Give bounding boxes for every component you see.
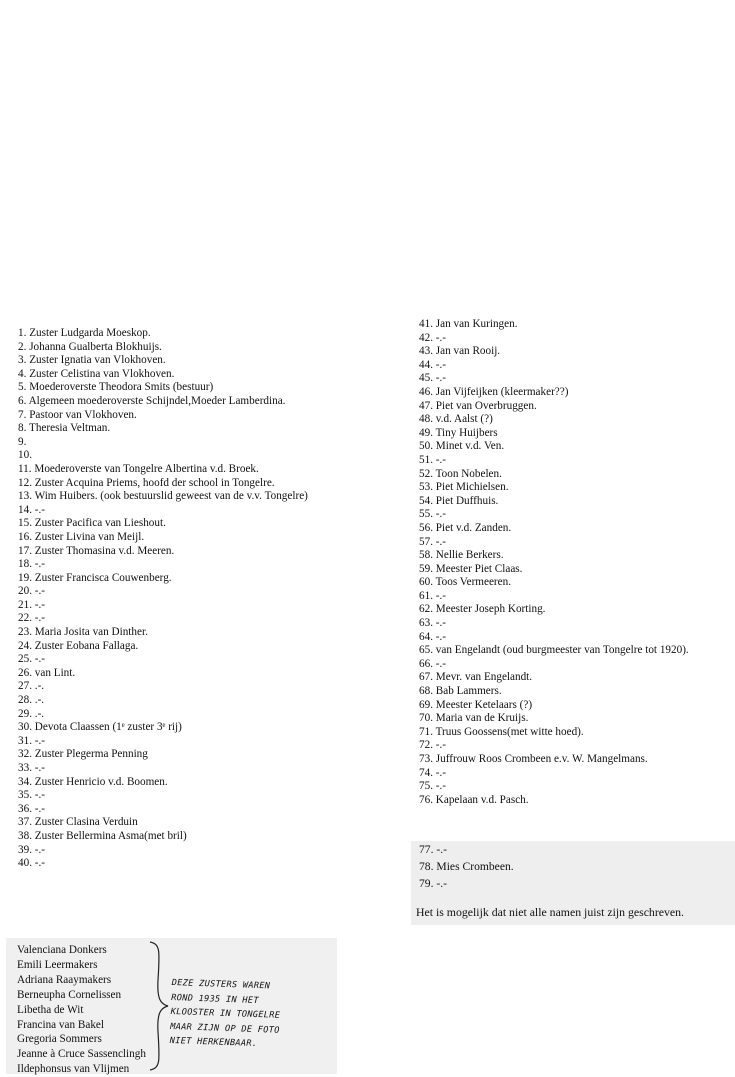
name-entry: 9. bbox=[18, 435, 27, 448]
name-entry: 19. Zuster Francisca Couwenberg. bbox=[18, 571, 172, 584]
name-entry: 50. Minet v.d. Ven. bbox=[419, 440, 505, 453]
name-entry: 75. -.- bbox=[419, 780, 447, 793]
names-list-left bbox=[18, 327, 398, 871]
name-entry: 60. Toos Vermeeren. bbox=[419, 576, 512, 589]
sister-name: Ildephonsus van Vlijmen bbox=[17, 1063, 130, 1076]
name-entry: 79. -.- bbox=[419, 877, 448, 890]
name-entry: 10. bbox=[18, 449, 32, 462]
name-entry: 4. Zuster Celistina van Vlokhoven. bbox=[18, 367, 175, 380]
name-entry: 55. -.- bbox=[419, 508, 447, 521]
name-entry: 71. Truus Goossens(met witte hoed). bbox=[419, 725, 584, 738]
note-line: DEZE ZUSTERS WAREN bbox=[171, 977, 271, 992]
name-entry: 67. Mevr. van Engelandt. bbox=[419, 671, 533, 684]
name-entry: 40. -.- bbox=[18, 857, 46, 870]
name-entry: 68. Bab Lammers. bbox=[419, 685, 502, 698]
name-entry: 45. -.- bbox=[419, 372, 447, 385]
name-entry: 51. -.- bbox=[419, 453, 447, 466]
name-entry: 34. Zuster Henricio v.d. Boomen. bbox=[18, 775, 168, 788]
name-entry: 23. Maria Josita van Dinther. bbox=[18, 626, 148, 639]
name-entry: 76. Kapelaan v.d. Pasch. bbox=[419, 793, 529, 806]
name-entry: 1. Zuster Ludgarda Moeskop. bbox=[18, 327, 151, 339]
sister-name: Valenciana Donkers bbox=[17, 944, 107, 956]
note-line: ROND 1935 IN HET bbox=[171, 992, 259, 1006]
name-entry: 69. Meester Ketelaars (?) bbox=[419, 698, 533, 711]
name-entry: 26. van Lint. bbox=[18, 666, 76, 679]
name-entry: 31. -.- bbox=[18, 734, 46, 747]
name-entry: 39. -.- bbox=[18, 843, 46, 856]
name-entry: 42. -.- bbox=[419, 331, 447, 344]
name-entry: 24. Zuster Eobana Fallaga. bbox=[18, 639, 139, 652]
name-entry: 47. Piet van Overbruggen. bbox=[419, 399, 537, 412]
name-entry: 43. Jan van Rooij. bbox=[419, 345, 501, 358]
name-entry: 65. van Engelandt (oud burgmeester van Tongelre tot 1920). bbox=[419, 644, 689, 657]
name-entry: 5. Moederoverste Theodora Smits (bestuur) bbox=[18, 381, 214, 394]
name-entry: 21. -.- bbox=[18, 598, 46, 611]
name-entry: 15. Zuster Pacifica van Lieshout. bbox=[18, 517, 166, 530]
name-entry: 12. Zuster Acquina Priems, hoofd der school in Tongelre. bbox=[18, 476, 275, 489]
names-list-right bbox=[419, 318, 735, 807]
handwritten-note bbox=[169, 976, 341, 1055]
name-entry: 8. Theresia Veltman. bbox=[18, 422, 111, 435]
name-entry: 48. v.d. Aalst (?) bbox=[419, 413, 493, 426]
name-entry: 13. Wim Huibers. (ook bestuurslid geweest van de v.v. Tongelre) bbox=[18, 490, 308, 503]
name-entry: 2. Johanna Gualberta Blokhuijs. bbox=[18, 340, 162, 353]
name-entry: 22. -.- bbox=[18, 612, 46, 625]
name-entry: 18. -.- bbox=[18, 558, 46, 571]
name-entry: 63. -.- bbox=[419, 617, 447, 630]
name-entry: 61. -.- bbox=[419, 589, 447, 602]
name-entry: 59. Meester Piet Claas. bbox=[419, 562, 523, 575]
name-entry: 57. -.- bbox=[419, 535, 447, 548]
name-entry: 38. Zuster Bellermina Asma(met bril) bbox=[18, 829, 187, 842]
name-entry: 41. Jan van Kuringen. bbox=[419, 318, 518, 330]
name-entry: 27. .-. bbox=[18, 680, 45, 693]
note-line: KLOOSTER IN TONGELRE bbox=[170, 1007, 281, 1021]
name-entry: 20. -.- bbox=[18, 585, 46, 598]
name-entry: 64. -.- bbox=[419, 630, 447, 643]
name-entry: 53. Piet Michielsen. bbox=[419, 481, 509, 494]
note-line: MAAR ZIJN OP DE FOTO bbox=[170, 1021, 280, 1036]
name-entry: 44. -.- bbox=[419, 358, 447, 371]
name-entry: 29. .-. bbox=[18, 707, 45, 720]
sister-name: Libetha de Wit bbox=[17, 1003, 84, 1016]
name-entry: 54. Piet Duffhuis. bbox=[419, 494, 499, 507]
name-entry: 62. Meester Joseph Korting. bbox=[419, 603, 546, 616]
name-entry: 28. .-. bbox=[18, 694, 45, 707]
curly-brace bbox=[148, 940, 172, 1072]
group-photo-sketch bbox=[0, 0, 735, 300]
name-entry: 70. Maria van de Kruijs. bbox=[419, 712, 529, 725]
name-entry: 30. Devota Claassen (1ᵉ zuster 3ᵉ rij) bbox=[18, 721, 182, 734]
name-entry: 25. -.- bbox=[18, 653, 46, 666]
name-entry: 46. Jan Vijfeijken (kleermaker??) bbox=[419, 385, 569, 398]
sister-name: Berneupha Cornelissen bbox=[17, 988, 122, 1001]
name-entry: 35. -.- bbox=[18, 789, 46, 802]
name-entry: 14. -.- bbox=[18, 503, 46, 516]
name-entry: 6. Algemeen moederoverste Schijndel,Moeder Lamberdina. bbox=[18, 394, 286, 407]
name-entry: 7. Pastoor van Vlokhoven. bbox=[18, 408, 137, 421]
name-entry: 32. Zuster Plegerma Penning bbox=[18, 748, 148, 761]
name-entry: 16. Zuster Livina van Meijl. bbox=[18, 530, 145, 543]
sister-name: Jeanne à Cruce Sassenclingh bbox=[17, 1048, 146, 1061]
name-entry: 33. -.- bbox=[18, 762, 46, 774]
note-line: NIET HERKENBAAR. bbox=[169, 1036, 258, 1050]
name-entry: 37. Zuster Clasina Verduin bbox=[18, 816, 138, 829]
name-entry: 74. -.- bbox=[419, 766, 447, 779]
sister-name: Emili Leermakers bbox=[17, 958, 98, 971]
sister-name: Adriana Raaymakers bbox=[17, 973, 112, 986]
name-entry: 17. Zuster Thomasina v.d. Meeren. bbox=[18, 544, 175, 557]
name-entry: 73. Juffrouw Roos Crombeen e.v. W. Mangelmans. bbox=[419, 753, 648, 765]
sister-name: Gregoria Sommers bbox=[17, 1033, 102, 1046]
name-entry: 11. Moederoverste van Tongelre Albertina v.d. Broek. bbox=[18, 462, 259, 475]
name-entry: 78. Mies Crombeen. bbox=[419, 860, 514, 873]
name-entry: 49. Tiny Huijbers bbox=[419, 426, 498, 439]
name-entry: 36. -.- bbox=[18, 802, 46, 815]
name-entry: 52. Toon Nobelen. bbox=[419, 467, 502, 480]
name-entry: 66. -.- bbox=[419, 657, 447, 670]
name-entry: 58. Nellie Berkers. bbox=[419, 549, 504, 562]
name-entry: 56. Piet v.d. Zanden. bbox=[419, 521, 512, 534]
disclaimer-note: Het is mogelijk dat niet alle namen juist zijn geschreven. bbox=[416, 905, 684, 919]
name-entry: 3. Zuster Ignatia van Vlokhoven. bbox=[18, 354, 166, 367]
name-entry: 77. -.- bbox=[419, 843, 448, 856]
unrecognised-sisters-list bbox=[17, 943, 146, 1077]
name-entry: 72. -.- bbox=[419, 739, 447, 752]
sister-name: Francina van Bakel bbox=[17, 1018, 104, 1031]
